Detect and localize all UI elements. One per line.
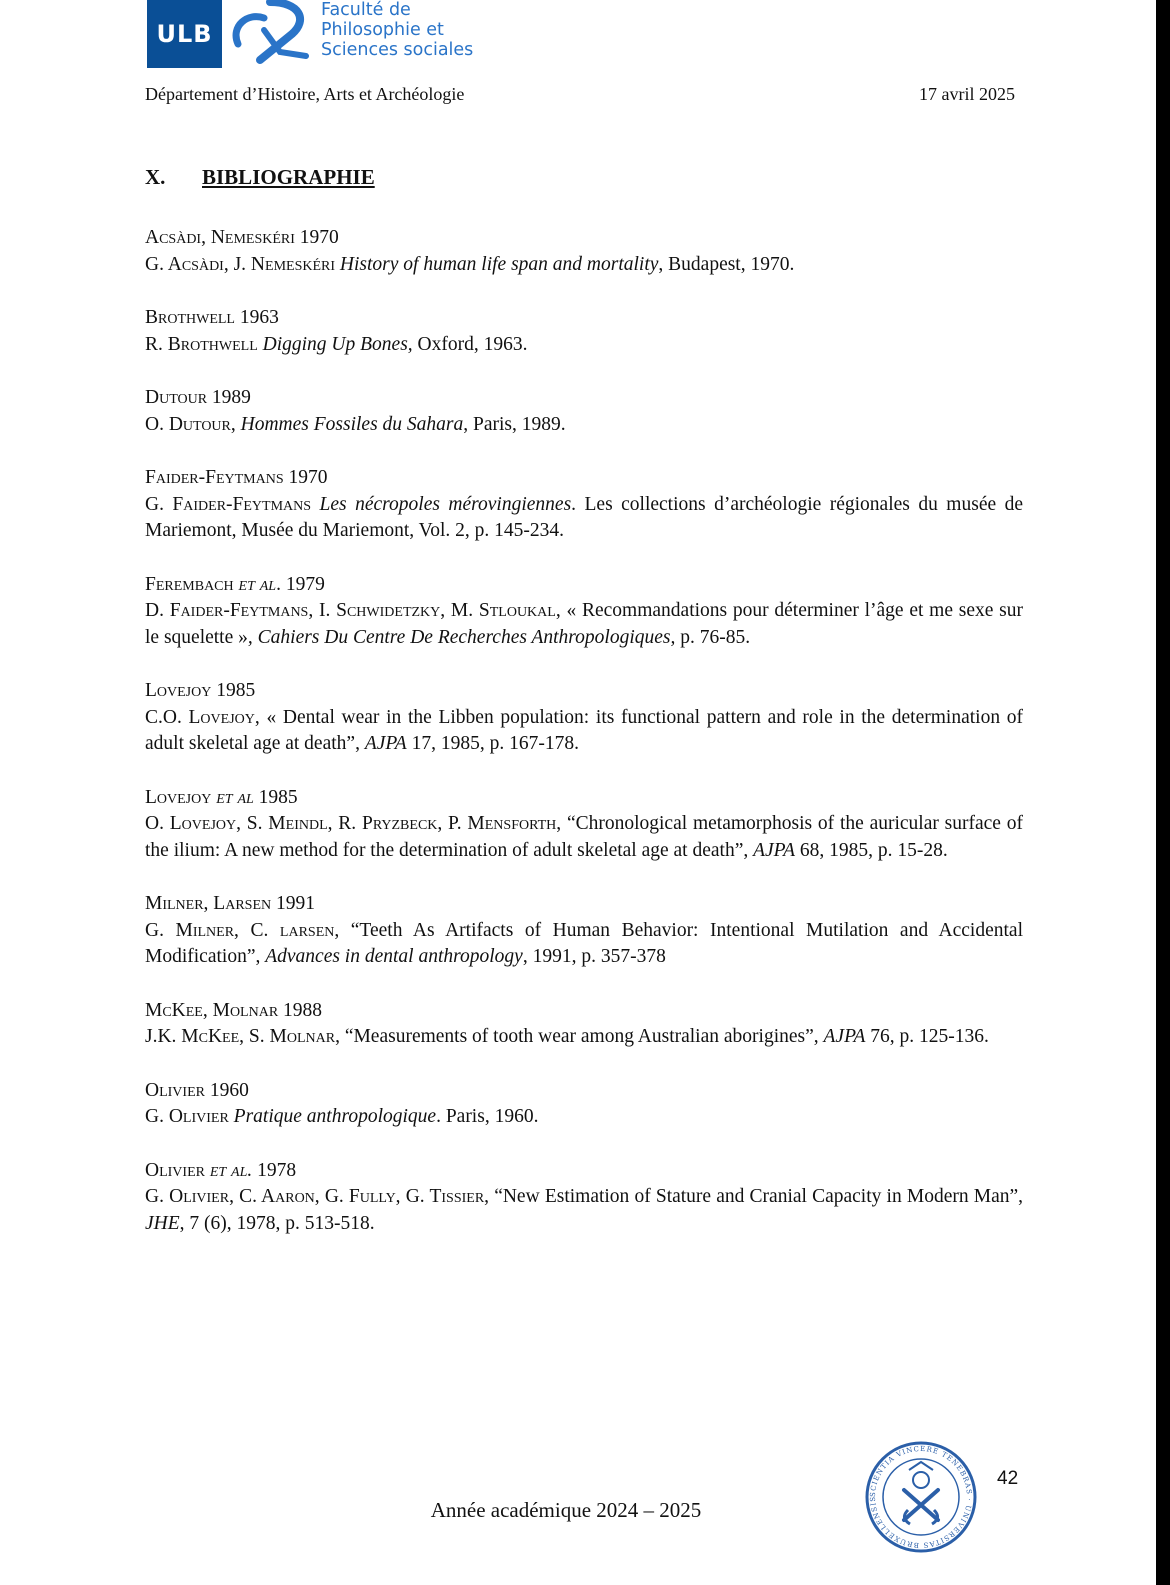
citation-text: , « Recommandations pour déterminer l’âge et me sexe sur le squelette » (145, 600, 1023, 648)
entry-citation (145, 332, 1023, 359)
university-seal-icon (864, 1440, 978, 1554)
bibliography-entry (145, 572, 1023, 652)
entry-heading: Dutour 1989 (145, 387, 251, 408)
citation-text: 76, p. 125-136. (865, 1026, 989, 1047)
department-name: Département d’Histoire, Arts et Archéologie (145, 84, 465, 104)
italic-text: et al (233, 573, 277, 595)
entry-citation (145, 1104, 1023, 1131)
citation-text: , “Measurements of tooth wear among Australian aborigines”, (335, 1026, 824, 1047)
entry-heading: McKee, Molnar 1988 (145, 999, 323, 1021)
italic-text: , Cahiers Du Centre De Recherches Anthropologiques, (247, 626, 676, 648)
faculty-name-line: Faculté de (321, 0, 411, 20)
ulb-logo (147, 0, 222, 68)
author-names: O. Lovejoy, S. Meindl, R. Pryzbeck, P. Mensforth (145, 813, 557, 834)
entry-citation (145, 1184, 1023, 1237)
author-names: G. Olivier, C. Aaron, G. Fully, G. Tissier (145, 1186, 485, 1207)
italic-text: AJPA (823, 1026, 866, 1047)
ulb-logo-text: ULB (156, 20, 213, 48)
seal-text: SCIENTIA VINCERE TENEBRAS · UNIVERSITAS BRUXELLENSIS (868, 1444, 974, 1550)
section-heading (145, 165, 375, 190)
citation-text: , Paris, 1989. (463, 413, 566, 435)
author-names: G. Milner, C. larsen (145, 919, 335, 941)
bibliography-entry (145, 891, 1023, 971)
citation-text: , Budapest, 1970. (658, 253, 795, 275)
citation-text: , 1991, p. 357-378 (522, 946, 666, 967)
entry-heading: Brothwell 1963 (145, 307, 279, 328)
entry-heading: Acsàdi, Nemeskéri 1970 (145, 227, 339, 248)
faculty-name-line: Sciences sociales (321, 40, 474, 60)
citation-text: Oxford, 1963. (412, 333, 528, 355)
italic-text: Les nécropoles mérovingiennes (319, 493, 572, 515)
bibliography-entry (145, 385, 1023, 438)
academic-year-footer: Année académique 2024 – 2025 (430, 1498, 702, 1522)
citation-text: , (230, 413, 241, 435)
bibliography-list (145, 225, 1023, 1264)
author-names: G. Acsàdi, J. Nemeskéri (145, 253, 336, 275)
italic-text: JHE (145, 1212, 180, 1234)
entry-heading (145, 572, 1023, 599)
italic-text: AJPA (364, 733, 407, 754)
entry-heading: Milner, Larsen 1991 (145, 893, 315, 914)
citation-text: p. 76-85. (675, 626, 751, 648)
italic-text: et al (211, 786, 254, 808)
faculty-name-line: Philosophie et (321, 20, 444, 40)
italic-text: Advances in dental anthropology (265, 946, 523, 967)
section-title: BIBLIOGRAPHIE (202, 165, 375, 189)
italic-text: AJPA (753, 839, 795, 861)
citation-text: , “Chronological metamorphosis of the auricular surface of the ilium: A new method for the determination of adult skeletal age at death”, (145, 813, 1023, 861)
italic-text: History of human life span and mortality (339, 253, 659, 275)
bibliography-entry (145, 785, 1023, 865)
italic-text: Pratique anthropologique (233, 1106, 437, 1127)
entry-heading (145, 785, 1023, 812)
entry-citation (145, 492, 1023, 545)
entry-heading: Olivier 1960 (145, 1079, 249, 1101)
citation-text: . Les collections d’archéologie régionales du musée de Mariemont, Musée du Mariemont, Vol. 2, p. 145-234. (145, 493, 1023, 541)
citation-text: 1985 (253, 786, 298, 808)
italic-text: Hommes Fossiles du Sahara (240, 413, 464, 435)
faculty-name (321, 0, 473, 60)
bibliography-entry (145, 225, 1023, 278)
bibliography-entry (145, 1158, 1023, 1238)
author-names: Lovejoy (145, 786, 212, 808)
bibliography-entry (145, 305, 1023, 358)
author-names: J.K. McKee, S. Molnar (145, 1026, 336, 1047)
entry-citation (145, 412, 1023, 439)
author-names: D. Faider-Feytmans, I. Schwidetzky, M. Stloukal (145, 600, 556, 621)
page-edge-border (1156, 0, 1170, 1585)
citation-text: , « Dental wear in the Libben population: its functional pattern and role in the determination of adult skeletal age at death”, (145, 706, 1023, 754)
citation-text: . 1979 (276, 573, 325, 595)
entry-citation (145, 1024, 1023, 1051)
bibliography-entry (145, 1078, 1023, 1131)
author-names: G. Olivier (145, 1106, 229, 1127)
author-names: R. Brothwell (145, 333, 258, 355)
entry-citation (145, 705, 1023, 758)
entry-citation (145, 811, 1023, 864)
italic-text: Digging Up Bones, (262, 333, 413, 355)
author-names: G. Faider-Feytmans (145, 493, 312, 515)
citation-text: . Paris, 1960. (436, 1106, 539, 1127)
author-names: Ferembach (145, 573, 234, 595)
author-names: Olivier (145, 1159, 205, 1181)
author-names: O. Dutour (145, 413, 231, 435)
citation-text: 1978 (252, 1159, 297, 1181)
bibliography-entry (145, 678, 1023, 758)
author-names: C.O. Lovejoy (145, 706, 255, 728)
section-number: X. (145, 165, 166, 189)
entry-citation (145, 598, 1023, 651)
bibliography-entry (145, 998, 1023, 1051)
citation-text: , “New Estimation of Stature and Cranial Capacity in Modern Man”, (484, 1186, 1024, 1207)
entry-heading (145, 1158, 1023, 1185)
document-date: 17 avril 2025 (919, 84, 1015, 104)
page-number: 42 (997, 1468, 1019, 1489)
italic-text: et al. (204, 1159, 253, 1181)
citation-text: , 7 (6), 1978, p. 513-518. (179, 1212, 375, 1234)
entry-citation (145, 252, 1023, 279)
citation-text: 17, 1985, p. 167-178. (406, 733, 579, 754)
entry-heading: Faider-Feytmans 1970 (145, 467, 328, 488)
citation-text (311, 494, 319, 515)
citation-text: 68, 1985, p. 15-28. (795, 839, 948, 861)
citation-text: , “Teeth As Artifacts of Human Behavior: Intentional Mutilation and Accidental Modification”, (145, 919, 1023, 967)
entry-heading: Lovejoy 1985 (145, 680, 256, 701)
entry-citation (145, 918, 1023, 971)
bibliography-entry (145, 465, 1023, 545)
faculty-logo-mark-icon (230, 0, 310, 68)
